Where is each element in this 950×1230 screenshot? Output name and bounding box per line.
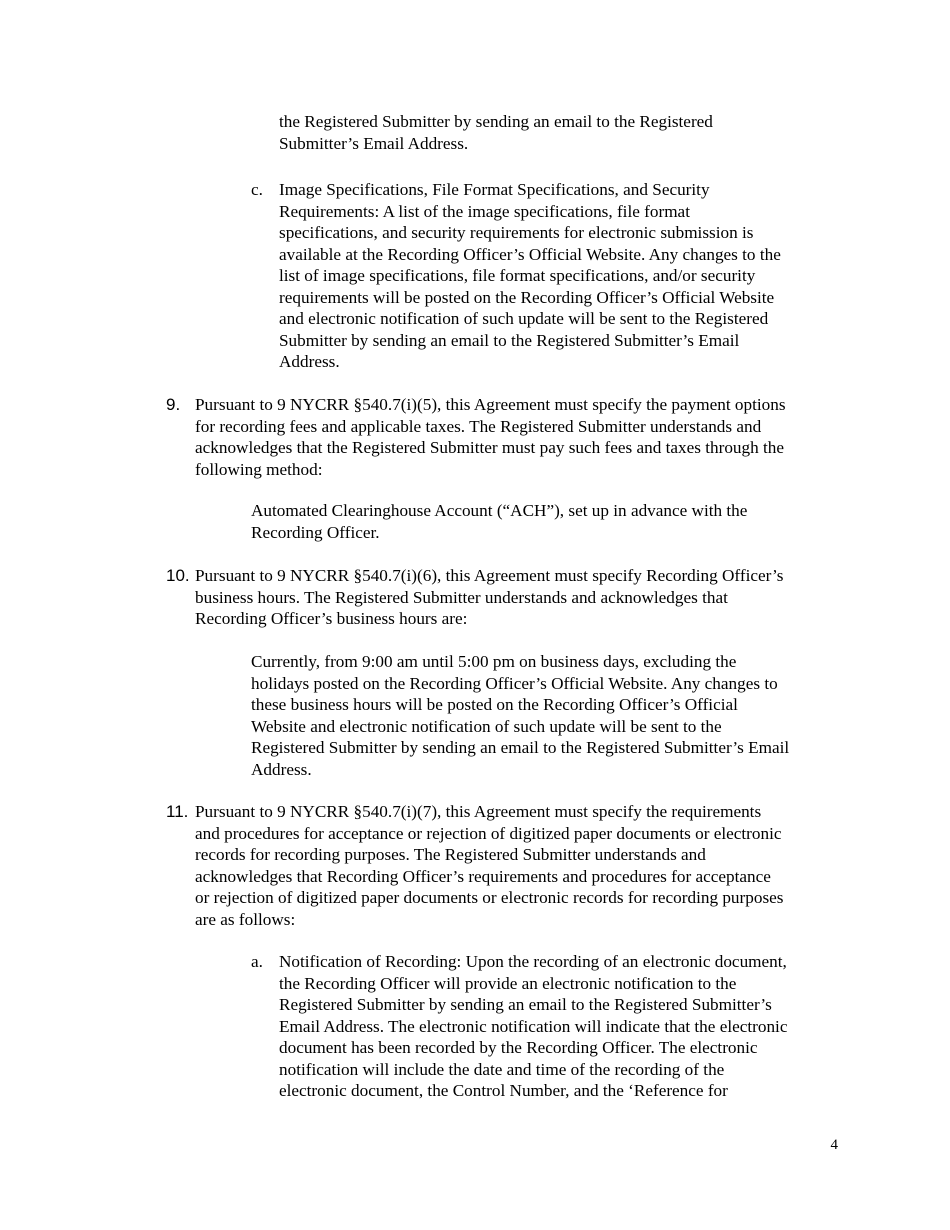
item-c-text: Image Specifications, File Format Specifications, and Security Requirements: A list of the image specifications, file format specifications, and security requirements for electronic submission is available at the Recording Officer’s Official Website. Any changes to the list of image specifications, file format specifications, and/or security requirements will be posted on the Recording Officer’s Official Website and electronic notification of such update will be sent to the Registered Submitter by sending an email to the Registered Submitter’s Email Address. — [279, 180, 781, 371]
section-11-text: Pursuant to 9 NYCRR §540.7(i)(7), this Agreement must specify the requirements and procedures for acceptance or rejection of digitized paper documents or electronic records for recording purposes. The Registered Submitter understands and acknowledges that Recording Officer’s requirements and procedures for acceptance or rejection of digitized paper documents or electronic records for recording purposes are as follows: — [195, 802, 784, 929]
section-9-number: 9. — [166, 395, 181, 414]
section-10-business-hours: Currently, from 9:00 am until 5:00 pm on business days, excluding the holidays posted on the Recording Officer’s Official Website. Any changes to these business hours will be posted on the Recording Officer’s Official Website and electronic notification of such update will be sent to the Registered Submitter by sending an email to the Registered Submitter’s Email Address. — [251, 652, 790, 779]
continuation-paragraph: the Registered Submitter by sending an email to the Registered Submitter’s Email Address. — [279, 112, 713, 153]
section-9-text: Pursuant to 9 NYCRR §540.7(i)(5), this Agreement must specify the payment options for recording fees and applicable taxes. The Registered Submitter understands and acknowledges that the Registered Submitter must pay such fees and taxes through the following method: — [195, 395, 786, 479]
item-a-text: Notification of Recording: Upon the recording of an electronic document, the Recording Officer will provide an electronic notification to the Registered Submitter by sending an email to the Registered Submitter’s Email Address. The electronic notification will indicate that the electronic document has been recorded by the Recording Officer. The electronic notification will include the date and time of the recording of the electronic document, the Control Number, and the ‘Reference for — [279, 952, 788, 1100]
section-11-number: 11. — [166, 802, 189, 821]
page-number: 4 — [830, 1137, 838, 1153]
section-9-payment-method: Automated Clearinghouse Account (“ACH”), set up in advance with the Recording Officer. — [251, 501, 748, 542]
section-10-text: Pursuant to 9 NYCRR §540.7(i)(6), this Agreement must specify Recording Officer’s business hours. The Registered Submitter understands and acknowledges that Recording Officer’s business hours are: — [195, 566, 784, 628]
section-10-number: 10. — [166, 566, 190, 585]
item-a-label: a. — [251, 952, 263, 971]
item-c-label: c. — [251, 180, 263, 199]
